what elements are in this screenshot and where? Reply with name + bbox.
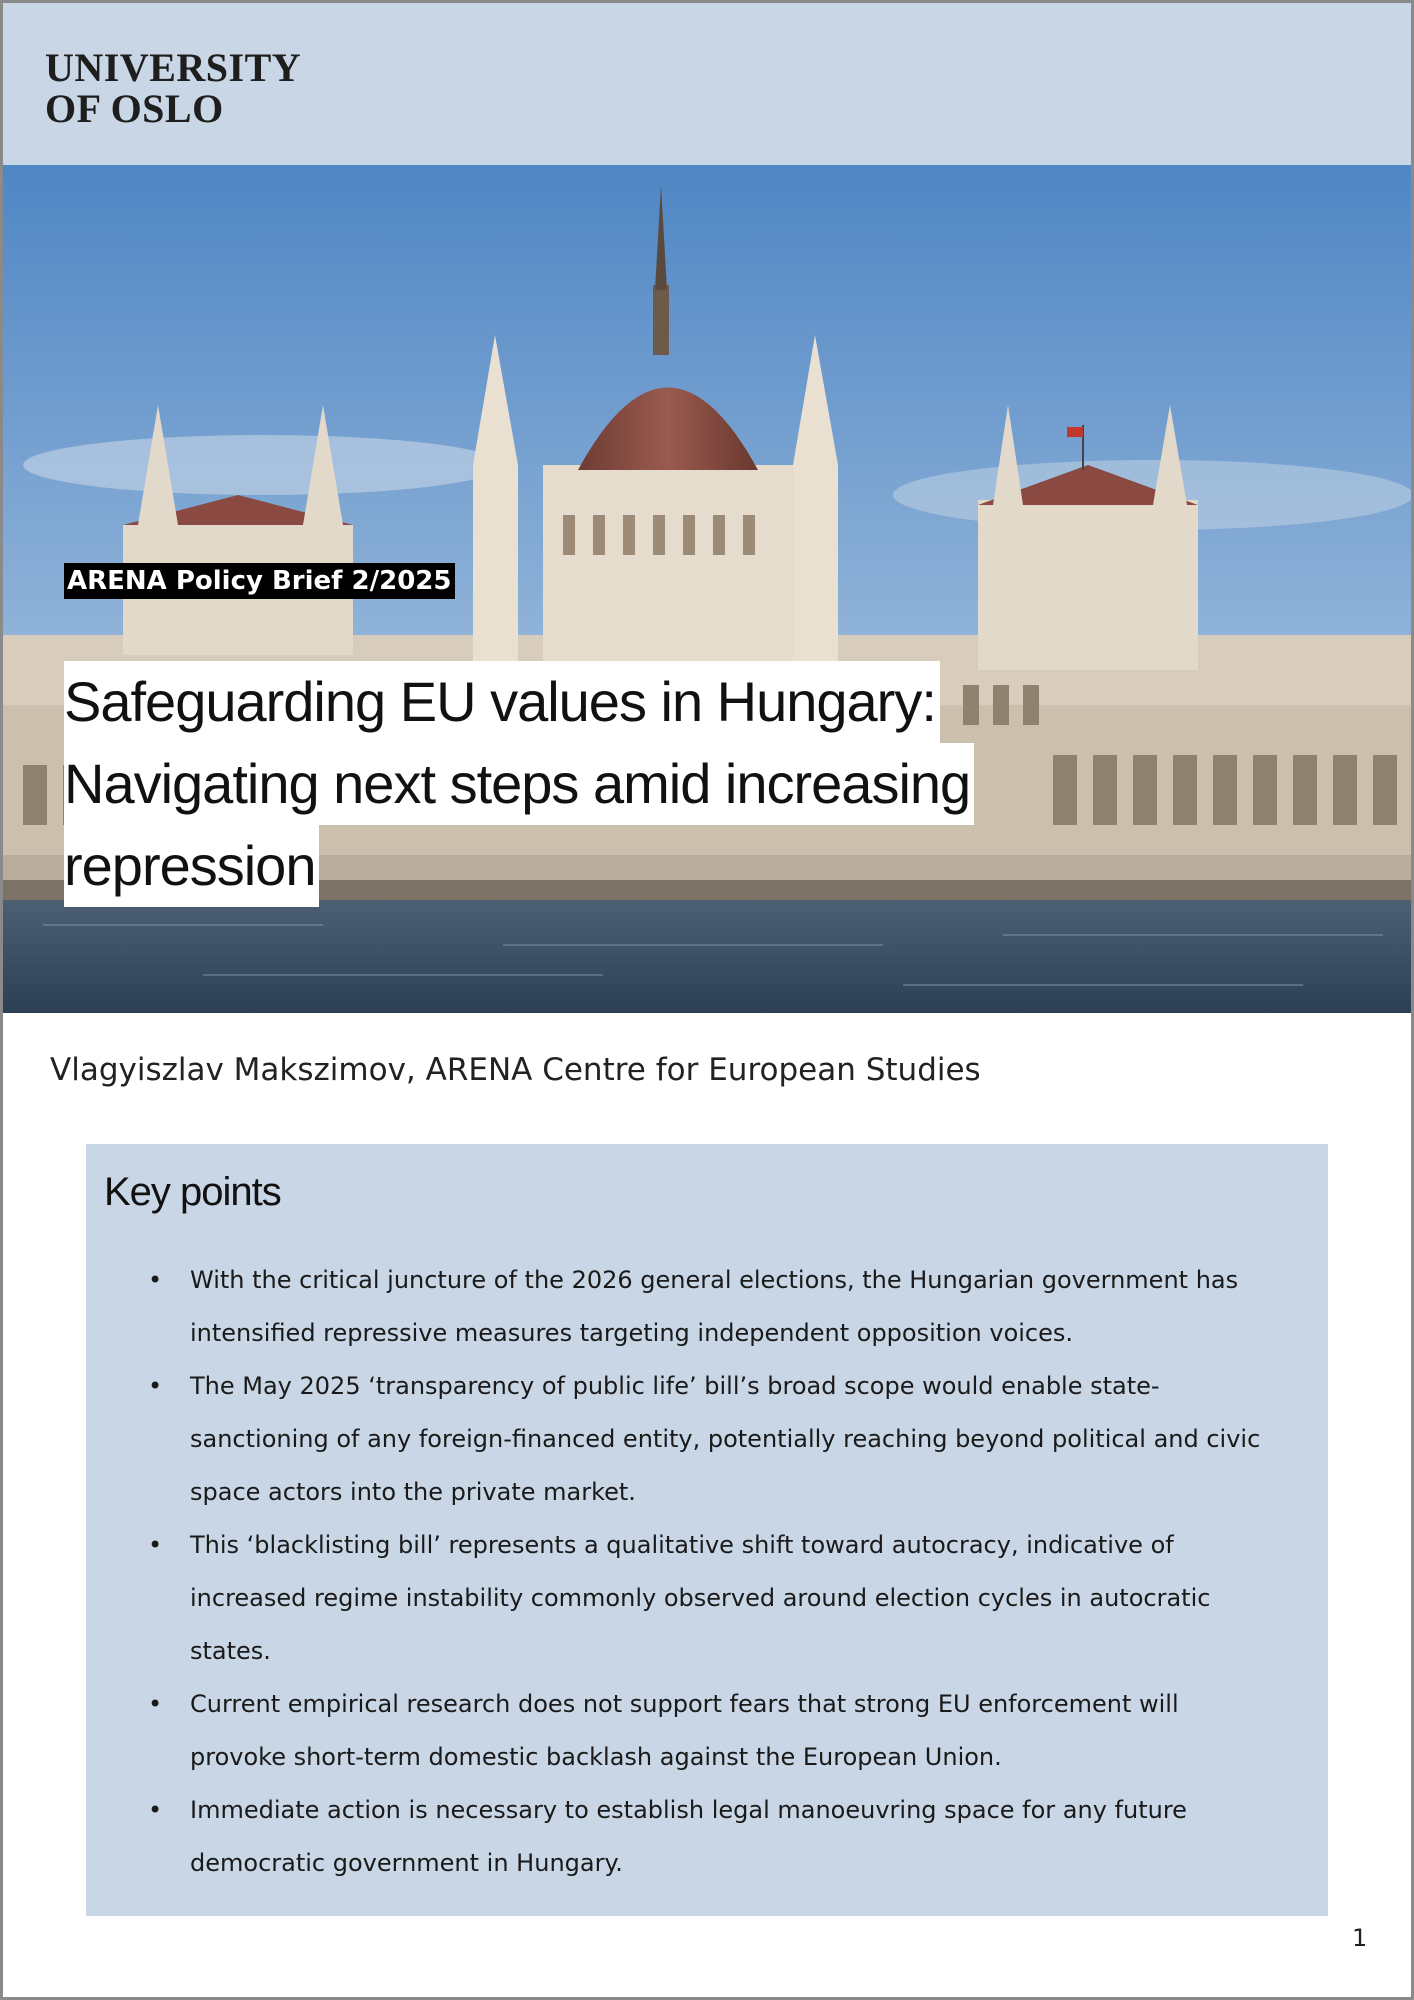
logo-line-1: UNIVERSITY bbox=[45, 45, 302, 90]
header-band bbox=[3, 3, 1411, 165]
bullet-icon: • bbox=[148, 1266, 163, 1294]
key-points-list bbox=[86, 1254, 1328, 1890]
university-logo bbox=[45, 47, 301, 129]
key-points-heading: Key points bbox=[104, 1170, 281, 1214]
key-point-line: space actors into the private market. bbox=[190, 1478, 636, 1506]
key-point-2 bbox=[86, 1360, 1328, 1519]
key-point-line: The May 2025 ‘transparency of public life’ bill’s broad scope would enable state- bbox=[190, 1372, 1160, 1400]
bullet-icon: • bbox=[148, 1796, 163, 1824]
title-line-2: Navigating next steps amid increasing bbox=[64, 743, 974, 825]
key-point-line: intensified repressive measures targeting independent opposition voices. bbox=[190, 1319, 1074, 1347]
title-line-3: repression bbox=[64, 825, 319, 907]
key-point-line: Immediate action is necessary to establish legal manoeuvring space for any future bbox=[190, 1796, 1187, 1824]
bullet-icon: • bbox=[148, 1372, 163, 1400]
policy-brief-label: ARENA Policy Brief 2/2025 bbox=[64, 563, 455, 599]
key-point-3 bbox=[86, 1519, 1328, 1678]
bullet-icon: • bbox=[148, 1690, 163, 1718]
key-point-line: increased regime instability commonly observed around election cycles in autocratic bbox=[190, 1584, 1211, 1612]
key-point-5 bbox=[86, 1784, 1328, 1890]
key-point-line: states. bbox=[190, 1637, 271, 1665]
key-point-line: Current empirical research does not support fears that strong EU enforcement will bbox=[190, 1690, 1179, 1718]
logo-line-2: OF OSLO bbox=[45, 86, 224, 131]
key-points-box bbox=[86, 1144, 1328, 1916]
key-point-4 bbox=[86, 1678, 1328, 1784]
key-point-line: This ‘blacklisting bill’ represents a qualitative shift toward autocracy, indicative of bbox=[190, 1531, 1174, 1559]
key-point-line: democratic government in Hungary. bbox=[190, 1849, 623, 1877]
key-point-line: sanctioning of any foreign-financed entity, potentially reaching beyond political and civic bbox=[190, 1425, 1261, 1453]
page-number: 1 bbox=[1352, 1924, 1368, 1952]
key-point-line: With the critical juncture of the 2026 general elections, the Hungarian government has bbox=[190, 1266, 1239, 1294]
key-point-1 bbox=[86, 1254, 1328, 1360]
author-line: Vlagyiszlav Makszimov, ARENA Centre for European Studies bbox=[50, 1052, 981, 1088]
bullet-icon: • bbox=[148, 1531, 163, 1559]
key-point-line: provoke short-term domestic backlash against the European Union. bbox=[190, 1743, 1002, 1771]
title-line-1: Safeguarding EU values in Hungary: bbox=[64, 661, 940, 743]
